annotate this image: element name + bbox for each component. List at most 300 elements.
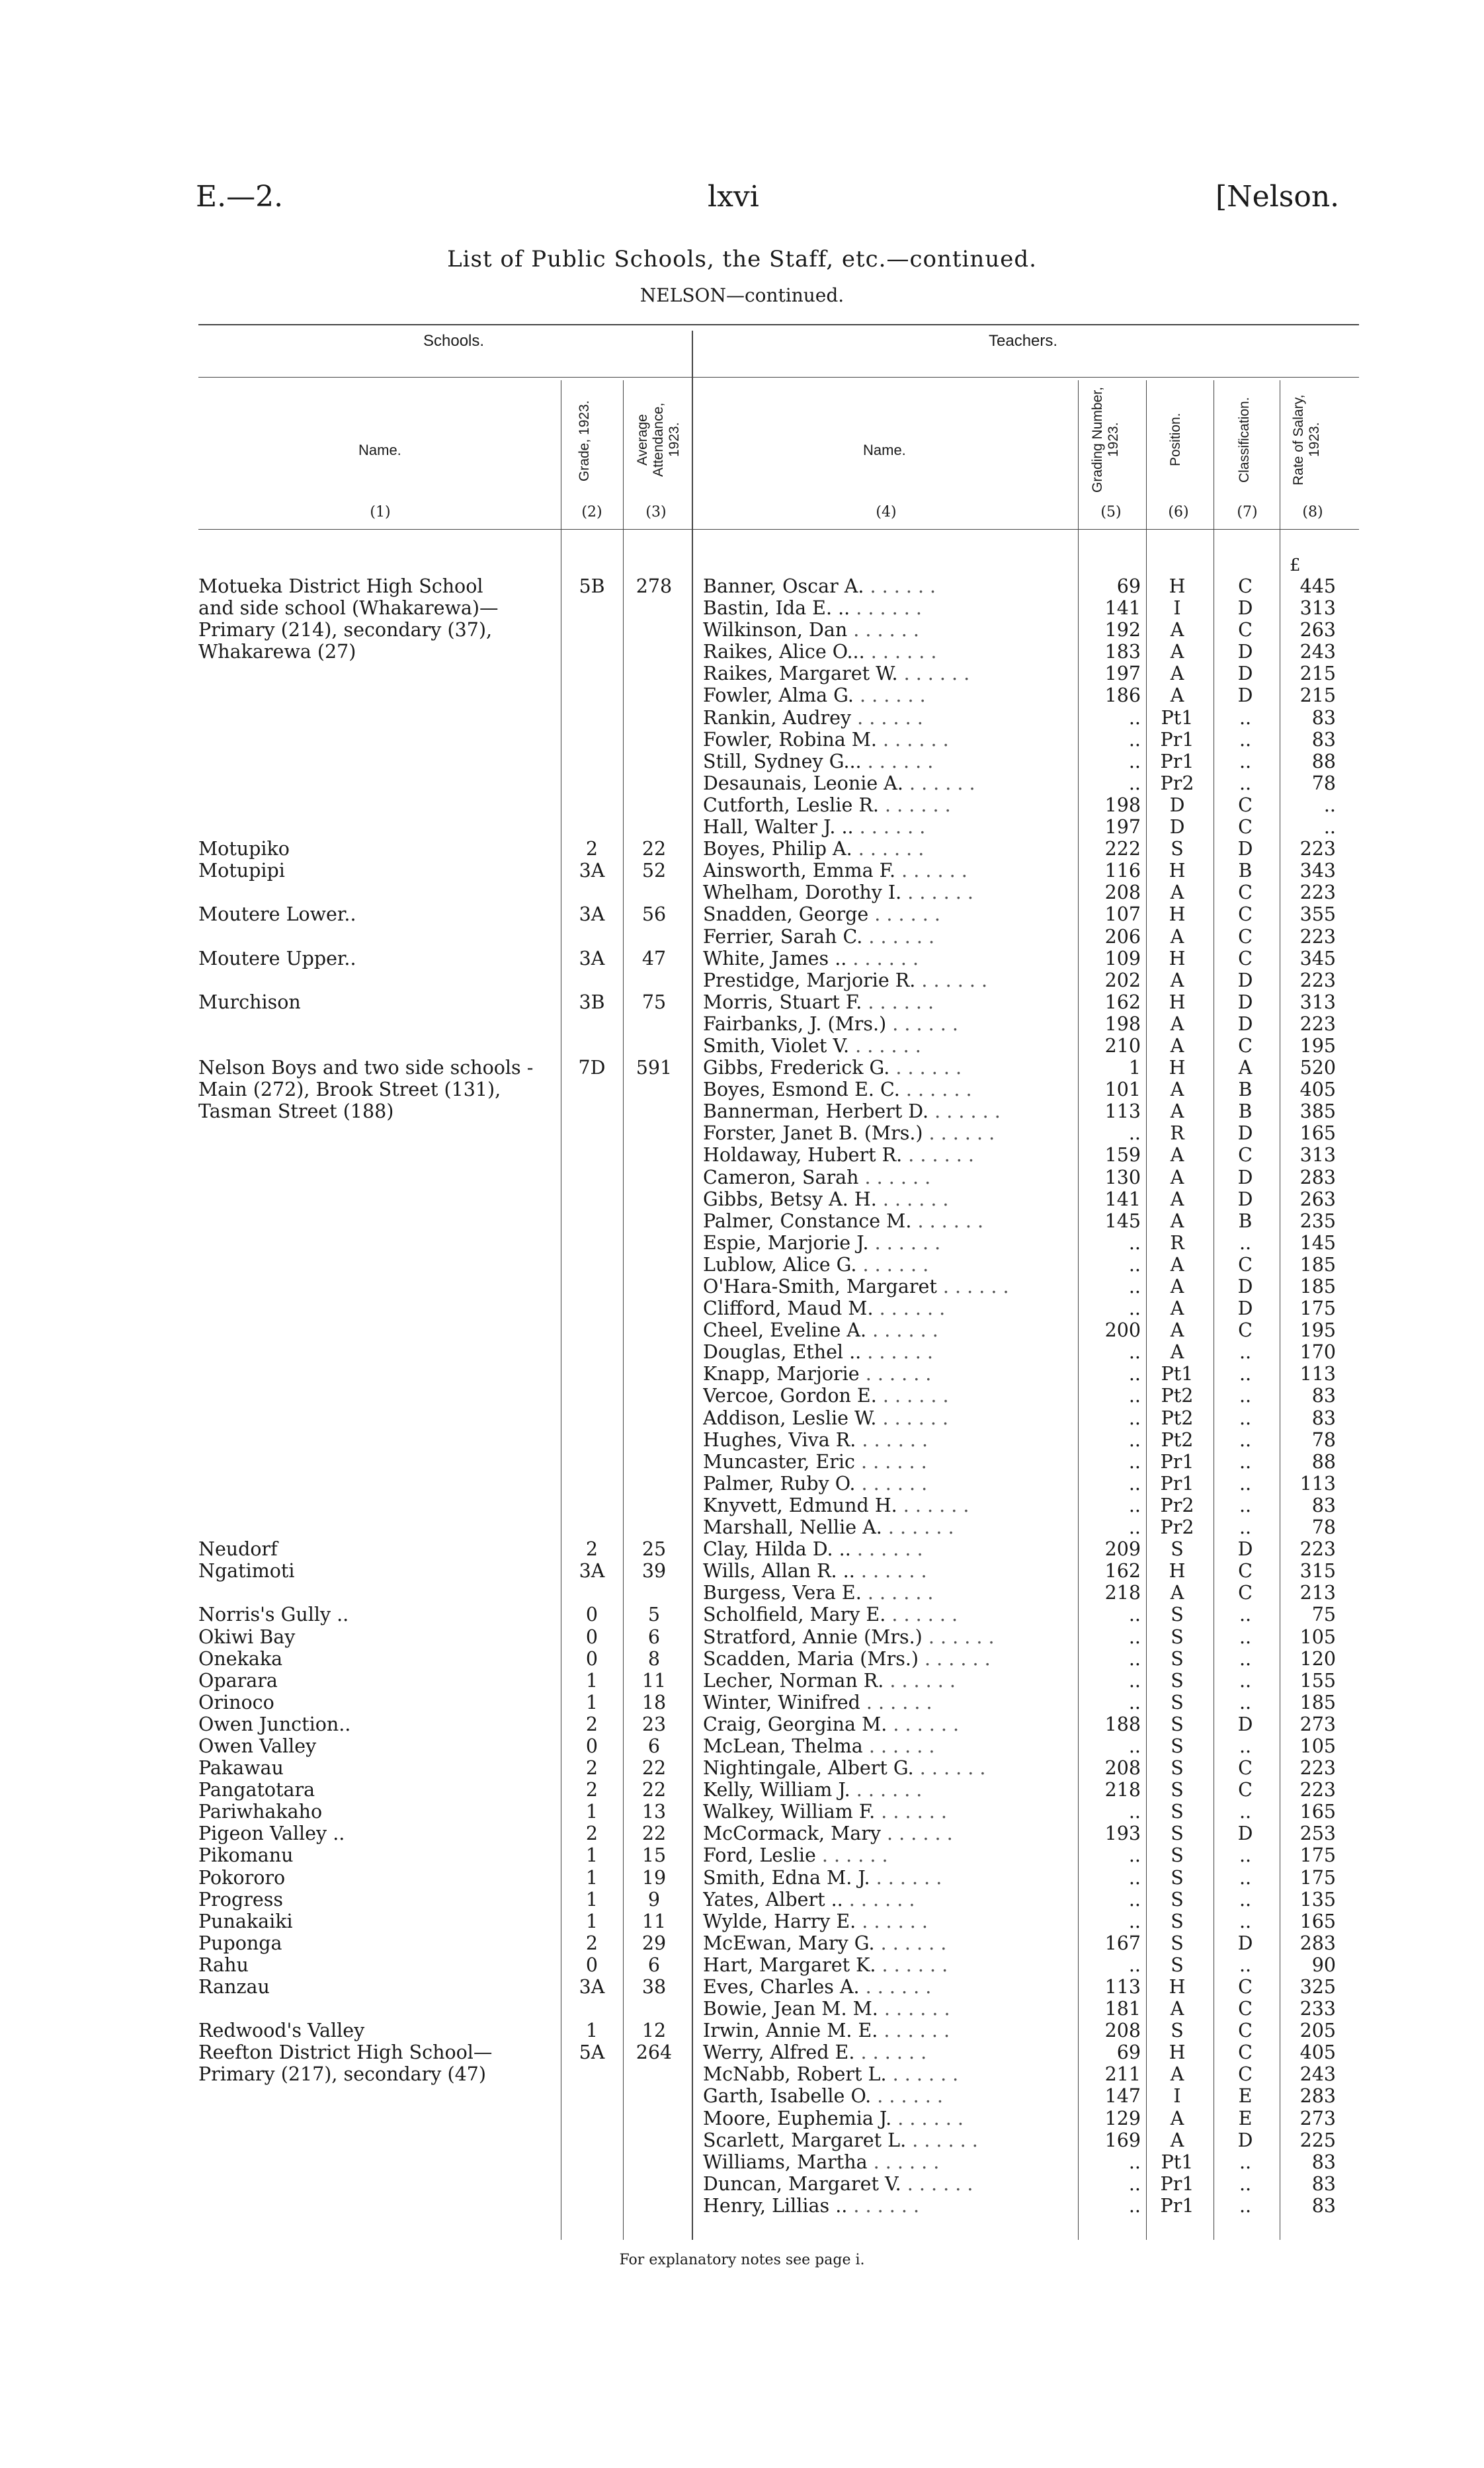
salary-cell: 185 — [1299, 1276, 1336, 1297]
classification-cell: E — [1238, 2085, 1253, 2108]
table-row — [0, 1385, 1484, 1407]
classification-cell: C — [1238, 903, 1253, 926]
position-cell: A — [1170, 1319, 1184, 1342]
school-name: Ngatimoti — [198, 1560, 295, 1583]
attendance-cell: 39 — [641, 1560, 667, 1583]
position-cell: H — [1169, 1976, 1186, 1998]
position-cell: A — [1170, 1144, 1184, 1167]
position-cell: A — [1170, 1166, 1184, 1188]
table-row — [0, 1013, 1484, 1035]
grading-cell: .. — [1128, 1122, 1141, 1145]
grading-cell: .. — [1128, 1625, 1141, 1648]
school-name: Orinoco — [198, 1691, 274, 1713]
grading-cell: .. — [1128, 750, 1141, 772]
table-row — [0, 882, 1484, 903]
table-row — [0, 1823, 1484, 1844]
teacher-name: Lublow, Alice G. . . — [703, 1254, 1070, 1276]
classification-cell: C — [1238, 947, 1253, 969]
school-name: and side school (Whakarewa)— — [198, 597, 499, 620]
teacher-name: Stratford, Annie (Mrs.) . . — [703, 1626, 1070, 1648]
classification-cell: .. — [1239, 2194, 1252, 2217]
teacher-name: McLean, Thelma . . — [703, 1735, 1070, 1757]
classification-cell: D — [1237, 684, 1253, 707]
grade-cell: 3A — [579, 903, 605, 926]
teacher-name: Scholfield, Mary E. . . — [703, 1604, 1070, 1625]
classification-cell: D — [1237, 663, 1253, 685]
table-row — [0, 1079, 1484, 1100]
teacher-name: Knapp, Marjorie . . — [703, 1363, 1070, 1385]
teacher-name: Yates, Albert .. . . — [703, 1889, 1070, 1911]
classification-cell: A — [1238, 1057, 1253, 1079]
grading-cell: 193 — [1104, 1823, 1141, 1845]
classification-cell: .. — [1239, 1428, 1252, 1451]
salary-cell: 105 — [1299, 1735, 1336, 1757]
position-cell: Pr1 — [1160, 2172, 1194, 2195]
attendance-cell: 15 — [641, 1844, 667, 1867]
salary-cell: 145 — [1299, 1231, 1336, 1254]
table-row — [0, 1057, 1484, 1079]
grading-cell: 208 — [1104, 882, 1141, 904]
salary-cell: 83 — [1311, 1494, 1336, 1516]
salary-cell: 83 — [1311, 2194, 1336, 2217]
teacher-name: O'Hara-Smith, Margaret . . — [703, 1276, 1070, 1297]
grade-cell: 3A — [579, 947, 605, 969]
salary-cell: 88 — [1311, 1450, 1336, 1473]
classification-cell: C — [1238, 1779, 1253, 1801]
col-number-4: (4) — [876, 504, 897, 520]
school-name: Murchison — [198, 991, 301, 1013]
classification-cell: D — [1237, 2129, 1253, 2151]
position-cell: H — [1169, 2041, 1186, 2064]
attendance-cell: 22 — [641, 1823, 667, 1845]
school-name: Punakaiki — [198, 1910, 293, 1932]
classification-cell: B — [1238, 860, 1253, 882]
attendance-cell: 19 — [641, 1866, 667, 1889]
col-number-6: (6) — [1168, 504, 1189, 520]
school-name: Motueka District High School — [198, 575, 483, 597]
attendance-cell: 52 — [641, 860, 667, 882]
salary-cell: 223 — [1299, 882, 1336, 904]
salary-cell: 113 — [1299, 1472, 1336, 1495]
teacher-name: Moore, Euphemia J. . . — [703, 2108, 1070, 2129]
table-row — [0, 1276, 1484, 1297]
salary-cell: 315 — [1299, 1560, 1336, 1583]
table-row — [0, 1604, 1484, 1625]
teacher-name: Snadden, George . . — [703, 903, 1070, 925]
classification-cell: .. — [1239, 1472, 1252, 1495]
position-cell: Pt2 — [1161, 1385, 1194, 1407]
classification-cell: D — [1237, 1166, 1253, 1188]
salary-cell: 83 — [1311, 2172, 1336, 2195]
col-number-2: (2) — [581, 504, 602, 520]
school-name: Pangatotara — [198, 1779, 315, 1801]
table-row — [0, 1801, 1484, 1823]
grade-cell: 1 — [585, 1910, 598, 1932]
classification-cell: C — [1238, 1976, 1253, 1998]
position-cell: Pt1 — [1161, 706, 1194, 729]
salary-cell: 263 — [1299, 619, 1336, 641]
grading-cell: 218 — [1104, 1582, 1141, 1604]
teacher-name: Lecher, Norman R. . . — [703, 1670, 1070, 1692]
salary-cell: 223 — [1299, 1012, 1336, 1035]
school-name: Primary (217), secondary (47) — [198, 2063, 486, 2086]
grade-header: Grade, 1923. — [577, 400, 592, 482]
position-cell: A — [1170, 925, 1184, 948]
classification-cell: .. — [1239, 1910, 1252, 1932]
table-row — [0, 1670, 1484, 1692]
teacher-name: Kelly, William J. . . — [703, 1779, 1070, 1801]
attendance-cell: 25 — [641, 1538, 667, 1561]
position-cell: I — [1173, 2085, 1181, 2108]
grading-cell: 129 — [1104, 2107, 1141, 2129]
classification-cell: .. — [1239, 1888, 1252, 1911]
salary-cell: 78 — [1311, 1428, 1336, 1451]
position-cell: S — [1171, 1910, 1184, 1932]
classification-cell: .. — [1239, 1231, 1252, 1254]
grading-cell: .. — [1128, 1866, 1141, 1889]
teacher-name: Clifford, Maud M. . . — [703, 1297, 1070, 1319]
grading-cell: .. — [1128, 1647, 1141, 1670]
teacher-name: Addison, Leslie W. . . — [703, 1407, 1070, 1429]
teacher-name: McNabb, Robert L. . . — [703, 2063, 1070, 2085]
school-name: Pigeon Valley .. — [198, 1823, 345, 1845]
grading-cell: .. — [1128, 1516, 1141, 1539]
attendance-cell: 6 — [647, 1954, 661, 1976]
teacher-name: Espie, Marjorie J. . . — [703, 1232, 1070, 1254]
table-row — [0, 2108, 1484, 2129]
grading-cell: 147 — [1104, 2085, 1141, 2108]
school-name: Moutere Lower.. — [198, 903, 356, 926]
classification-cell: .. — [1239, 2151, 1252, 2173]
grading-cell: .. — [1128, 706, 1141, 729]
grade-cell: 1 — [585, 1844, 598, 1867]
grading-cell: .. — [1128, 1407, 1141, 1429]
grading-cell: .. — [1128, 1450, 1141, 1473]
grading-cell: 159 — [1104, 1144, 1141, 1167]
salary-cell: 78 — [1311, 772, 1336, 794]
table-row — [0, 2129, 1484, 2151]
salary-cell: 83 — [1311, 1407, 1336, 1429]
grading-cell: 113 — [1104, 1100, 1141, 1123]
salary-cell: 273 — [1299, 2107, 1336, 2129]
salary-cell: 170 — [1299, 1341, 1336, 1364]
position-cell: S — [1171, 1779, 1184, 1801]
salary-cell: 213 — [1299, 1582, 1336, 1604]
salary-cell: 273 — [1299, 1713, 1336, 1735]
table-row — [0, 860, 1484, 882]
salary-cell: .. — [1323, 794, 1336, 816]
position-cell: S — [1171, 1538, 1184, 1561]
grading-cell: 116 — [1104, 860, 1141, 882]
classification-cell: D — [1237, 1932, 1253, 1954]
grading-cell: .. — [1128, 1910, 1141, 1932]
classification-cell: .. — [1239, 1844, 1252, 1867]
table-row — [0, 1254, 1484, 1276]
grading-cell: .. — [1128, 1363, 1141, 1385]
salary-cell: 83 — [1311, 1385, 1336, 1407]
table-row — [0, 1319, 1484, 1341]
teacher-name: Banner, Oscar A. . . — [703, 575, 1070, 597]
salary-cell: 223 — [1299, 969, 1336, 991]
school-name: Nelson Boys and two side schools - — [198, 1057, 534, 1079]
grading-cell: 113 — [1104, 1976, 1141, 1998]
table-row — [0, 816, 1484, 838]
grading-cell: 162 — [1104, 991, 1141, 1013]
table-row — [0, 1779, 1484, 1801]
salary-cell: 345 — [1299, 947, 1336, 969]
salary-cell: 195 — [1299, 1319, 1336, 1342]
teacher-name: Smith, Edna M. J. . . — [703, 1867, 1070, 1889]
salary-cell: 405 — [1299, 1079, 1336, 1101]
position-cell: A — [1170, 882, 1184, 904]
grading-cell: .. — [1128, 1253, 1141, 1276]
grading-cell: .. — [1128, 2194, 1141, 2217]
grade-cell: 0 — [585, 1604, 598, 1626]
position-cell: H — [1169, 1560, 1186, 1583]
table-row — [0, 1976, 1484, 1998]
position-cell: R — [1170, 1122, 1184, 1145]
position-cell: I — [1173, 597, 1181, 620]
teacher-name: Forster, Janet B. (Mrs.) . . — [703, 1122, 1070, 1144]
teacher-name: Morris, Stuart F. . . — [703, 991, 1070, 1013]
position-cell: S — [1171, 1691, 1184, 1713]
table-row — [0, 903, 1484, 925]
teacher-name: Ainsworth, Emma F. . . — [703, 860, 1070, 882]
salary-cell: 83 — [1311, 728, 1336, 751]
classification-header: Classification. — [1237, 397, 1252, 483]
position-cell: Pr1 — [1160, 1472, 1194, 1495]
position-cell: A — [1170, 2107, 1184, 2129]
teacher-name: Duncan, Margaret V. . . — [703, 2173, 1070, 2195]
col-number-3: (3) — [645, 504, 667, 520]
grading-cell: .. — [1128, 1669, 1141, 1692]
salary-cell: 225 — [1299, 2129, 1336, 2151]
position-cell: H — [1169, 903, 1186, 926]
grading-cell: 141 — [1104, 597, 1141, 620]
school-name: Pariwhakaho — [198, 1801, 323, 1823]
grading-cell: 130 — [1104, 1166, 1141, 1188]
classification-cell: C — [1238, 794, 1253, 816]
classification-cell: .. — [1239, 1450, 1252, 1473]
salary-cell: 75 — [1311, 1604, 1336, 1626]
classification-cell: C — [1238, 1253, 1253, 1276]
table-row — [0, 1297, 1484, 1319]
teacher-name: Irwin, Annie M. E. . . — [703, 2020, 1070, 2041]
table-row — [0, 684, 1484, 706]
salary-cell: 233 — [1299, 1998, 1336, 2020]
teacher-name: Gibbs, Frederick G. . . — [703, 1057, 1070, 1079]
classification-cell: .. — [1239, 1494, 1252, 1516]
grading-cell: 69 — [1116, 575, 1141, 597]
position-cell: A — [1170, 1276, 1184, 1297]
grade-cell: 3A — [579, 1560, 605, 1583]
classification-cell: .. — [1239, 1625, 1252, 1648]
position-cell: S — [1171, 838, 1184, 860]
classification-cell: D — [1237, 1188, 1253, 1210]
grading-cell: 181 — [1104, 1998, 1141, 2020]
grade-cell: 1 — [585, 2020, 598, 2042]
classification-cell: .. — [1239, 1363, 1252, 1385]
teacher-name: Bastin, Ida E. .. . . — [703, 597, 1070, 619]
teacher-name: Scadden, Maria (Mrs.) . . — [703, 1648, 1070, 1670]
col-number-8: (8) — [1302, 504, 1323, 520]
grade-cell: 1 — [585, 1691, 598, 1713]
position-cell: S — [1171, 1801, 1184, 1823]
salary-cell: 223 — [1299, 838, 1336, 860]
classification-cell: .. — [1239, 1669, 1252, 1692]
table-row — [0, 2020, 1484, 2041]
school-name: Primary (214), secondary (37), — [198, 619, 493, 641]
salary-cell: 185 — [1299, 1253, 1336, 1276]
classification-cell: C — [1238, 1560, 1253, 1583]
page-header-left: E.—2. — [196, 180, 284, 214]
classification-cell: B — [1238, 1210, 1253, 1232]
table-row — [0, 1495, 1484, 1516]
salary-cell: 445 — [1299, 575, 1336, 597]
attendance-cell: 13 — [641, 1801, 667, 1823]
teachers-group-header: Teachers. — [989, 332, 1058, 350]
position-cell: S — [1171, 1823, 1184, 1845]
table-row — [0, 663, 1484, 684]
classification-cell: C — [1238, 2041, 1253, 2064]
position-cell: A — [1170, 1012, 1184, 1035]
teacher-name: Raikes, Alice O... . . — [703, 641, 1070, 663]
position-cell: H — [1169, 575, 1186, 597]
classification-cell: E — [1238, 2107, 1253, 2129]
grading-cell: .. — [1128, 2151, 1141, 2173]
teacher-name: Burgess, Vera E. . . — [703, 1582, 1070, 1604]
table-row — [0, 1889, 1484, 1911]
position-cell: A — [1170, 1079, 1184, 1101]
teacher-name: Cutforth, Leslie R. . . — [703, 794, 1070, 816]
position-cell: A — [1170, 1341, 1184, 1364]
teacher-name: Fairbanks, J. (Mrs.) . . — [703, 1013, 1070, 1035]
school-name: Redwood's Valley — [198, 2020, 365, 2042]
grading-cell: 167 — [1104, 1932, 1141, 1954]
salary-cell: 355 — [1299, 903, 1336, 926]
teacher-name: Craig, Georgina M. . . — [703, 1713, 1070, 1735]
table-row — [0, 794, 1484, 816]
classification-cell: B — [1238, 1079, 1253, 1101]
table-row — [0, 1167, 1484, 1188]
table-row — [0, 926, 1484, 948]
table-row — [0, 751, 1484, 772]
grade-cell: 0 — [585, 1625, 598, 1648]
position-cell: S — [1171, 1669, 1184, 1692]
grading-cell: .. — [1128, 1691, 1141, 1713]
table-row — [0, 1122, 1484, 1144]
school-name: Motupiko — [198, 838, 290, 860]
attendance-cell: 591 — [636, 1057, 673, 1079]
table-row — [0, 1516, 1484, 1538]
grading-header: Grading Number, 1923. — [1090, 387, 1121, 493]
teacher-name: Muncaster, Eric . . — [703, 1451, 1070, 1473]
attendance-cell: 12 — [641, 2020, 667, 2042]
school-name: Oparara — [198, 1669, 278, 1692]
salary-cell: 165 — [1299, 1122, 1336, 1145]
salary-cell: 243 — [1299, 641, 1336, 663]
grading-cell: 208 — [1104, 2020, 1141, 2042]
grading-cell: .. — [1128, 1385, 1141, 1407]
teacher-name: Eves, Charles A. . . — [703, 1976, 1070, 1998]
attendance-cell: 56 — [641, 903, 667, 926]
table-row — [0, 1867, 1484, 1889]
table-row — [0, 1144, 1484, 1166]
salary-cell: 343 — [1299, 860, 1336, 882]
teacher-name: Douglas, Ethel .. . . — [703, 1341, 1070, 1363]
classification-cell: D — [1237, 838, 1253, 860]
table-row — [0, 2173, 1484, 2195]
salary-cell: 385 — [1299, 1100, 1336, 1123]
attendance-cell: 47 — [641, 947, 667, 969]
salary-cell: 223 — [1299, 925, 1336, 948]
attendance-cell: 75 — [641, 991, 667, 1013]
position-header: Position. — [1168, 413, 1183, 467]
grade-cell: 7D — [578, 1057, 606, 1079]
table-row — [0, 2151, 1484, 2173]
salary-cell: 520 — [1299, 1057, 1336, 1079]
teacher-name: Fowler, Alma G. . . — [703, 684, 1070, 706]
classification-cell: .. — [1239, 750, 1252, 772]
school-name: Main (272), Brook Street (131), — [198, 1079, 501, 1101]
grade-cell: 2 — [585, 1823, 598, 1845]
teacher-name: White, James .. . . — [703, 948, 1070, 969]
classification-cell: D — [1237, 641, 1253, 663]
salary-cell: 215 — [1299, 663, 1336, 685]
teacher-name: Bowie, Jean M. M. . . — [703, 1998, 1070, 2020]
classification-cell: C — [1238, 575, 1253, 597]
grading-cell: .. — [1128, 728, 1141, 751]
salary-cell: 135 — [1299, 1888, 1336, 1911]
classification-cell: .. — [1239, 728, 1252, 751]
salary-cell: 175 — [1299, 1297, 1336, 1320]
teacher-name: Hughes, Viva R. . . — [703, 1429, 1070, 1451]
teacher-name: Ford, Leslie . . — [703, 1844, 1070, 1866]
table-row — [0, 1100, 1484, 1122]
grade-cell: 5A — [579, 2041, 605, 2064]
table-body — [0, 575, 1484, 2217]
page-number: lxvi — [708, 180, 759, 214]
grading-cell: .. — [1128, 1276, 1141, 1297]
teacher-name: Vercoe, Gordon E. . . — [703, 1385, 1070, 1407]
teacher-name: Bannerman, Herbert D. . . — [703, 1100, 1070, 1122]
grading-cell: 197 — [1104, 816, 1141, 839]
position-cell: Pr2 — [1160, 1494, 1194, 1516]
teacher-name: Cheel, Eveline A. . . — [703, 1319, 1070, 1341]
salary-cell: 325 — [1299, 1976, 1336, 1998]
school-name: Ranzau — [198, 1976, 270, 1998]
classification-cell: C — [1238, 925, 1253, 948]
grading-cell: 202 — [1104, 969, 1141, 991]
grading-cell: .. — [1128, 1297, 1141, 1320]
classification-cell: .. — [1239, 1691, 1252, 1713]
attendance-cell: 8 — [647, 1647, 661, 1670]
grading-cell: 198 — [1104, 794, 1141, 816]
classification-cell: D — [1237, 1012, 1253, 1035]
teacher-name: Walkey, William F. . . — [703, 1801, 1070, 1823]
classification-cell: D — [1237, 1538, 1253, 1561]
grading-cell: .. — [1128, 1604, 1141, 1626]
teacher-name-header: Name. — [863, 442, 906, 458]
classification-cell: .. — [1239, 1735, 1252, 1757]
table-row — [0, 1035, 1484, 1057]
teacher-name: Gibbs, Betsy A. H. . . — [703, 1188, 1070, 1210]
school-name: Tasman Street (188) — [198, 1100, 394, 1123]
position-cell: A — [1170, 969, 1184, 991]
classification-cell: C — [1238, 1582, 1253, 1604]
table-row — [0, 1998, 1484, 2020]
position-cell: Pr2 — [1160, 1516, 1194, 1539]
